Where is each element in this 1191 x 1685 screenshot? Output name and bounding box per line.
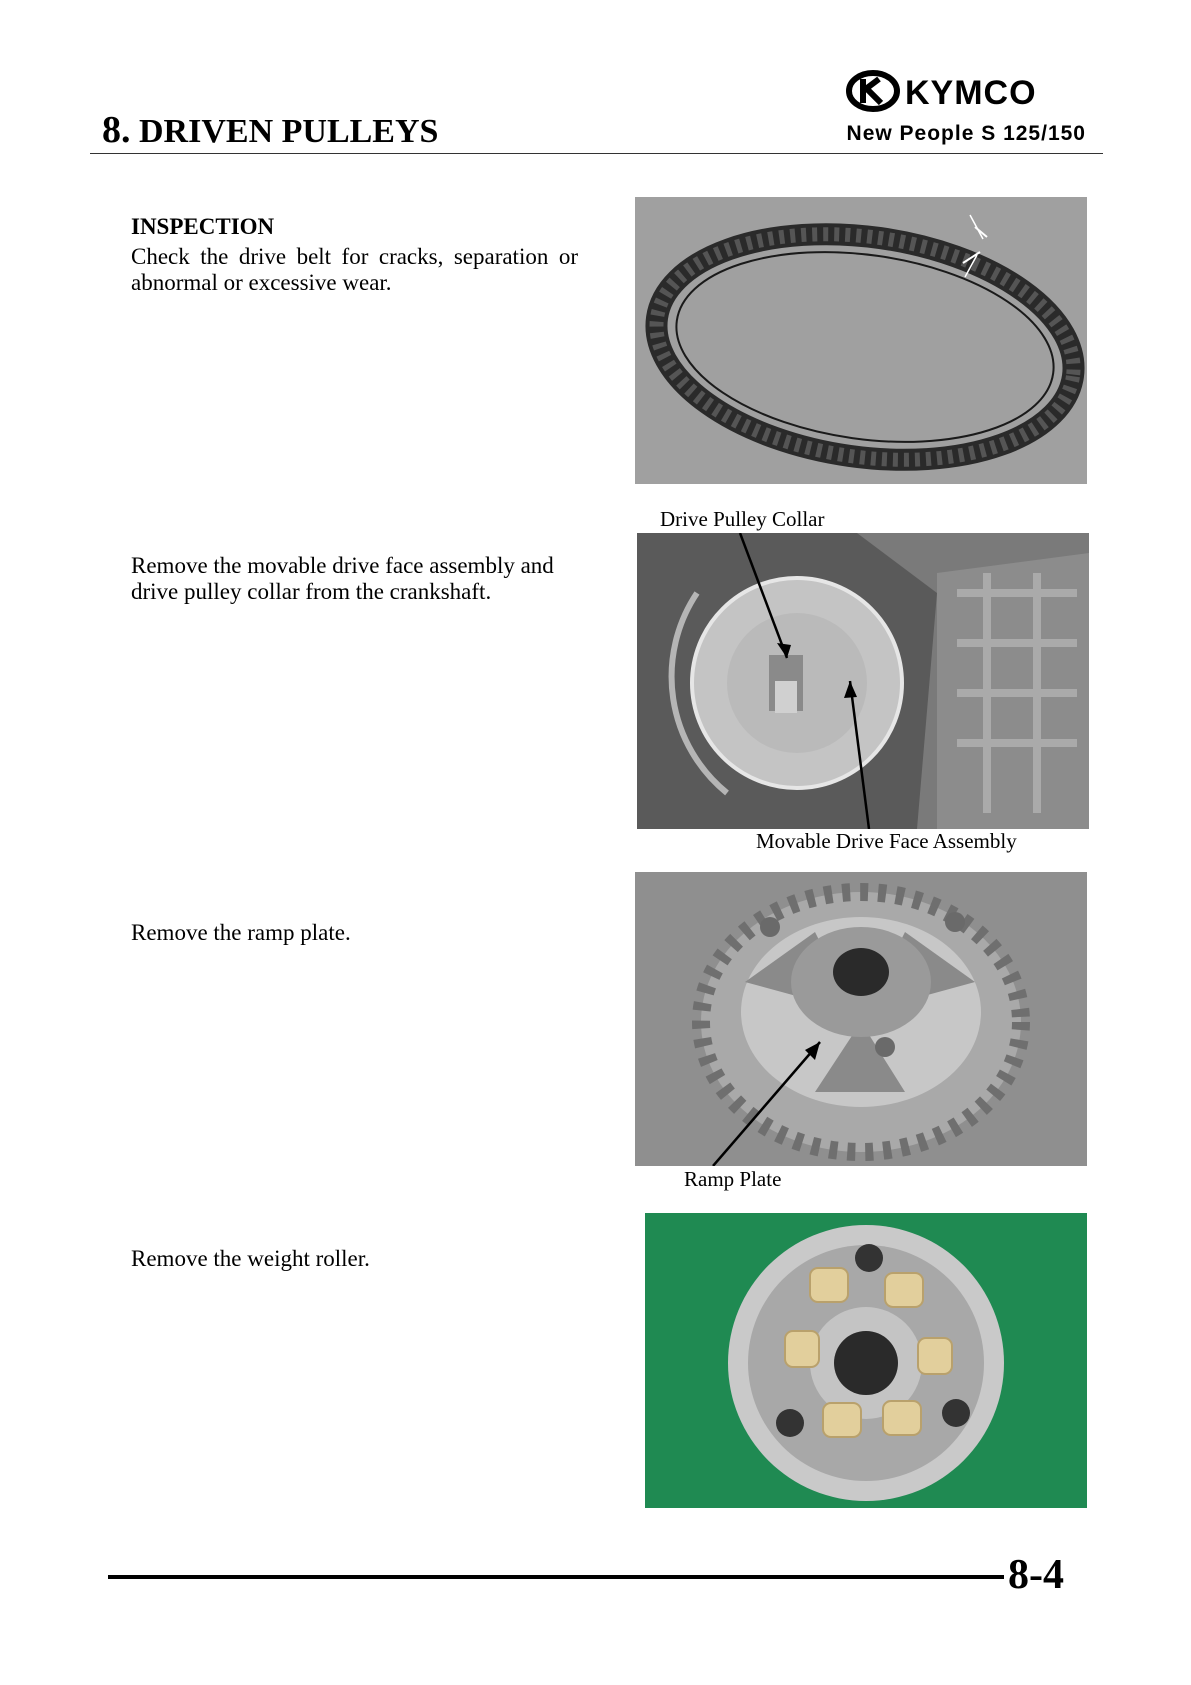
drive-belt-photo: [635, 197, 1087, 484]
kymco-logo: [845, 68, 1093, 114]
caption-movable-drive-face: Movable Drive Face Assembly: [756, 829, 1017, 853]
caption-ramp-plate: Ramp Plate: [684, 1167, 782, 1191]
inspection-heading: INSPECTION: [131, 214, 275, 239]
brand-wordmark: KYMCO: [905, 74, 1037, 112]
chapter-title: [102, 108, 438, 154]
step-remove-drive-face: Remove the movable drive face assembly and drive pulley collar from the crankshaft.: [131, 553, 554, 604]
chapter-title-text: DRIVEN PULLEYS: [139, 113, 439, 150]
model-name: New People S 125/150: [846, 122, 1086, 145]
step-remove-weight-roller: Remove the weight roller.: [131, 1246, 370, 1271]
inspection-text: Check the drive belt for cracks, separation or abnormal or excessive wear.: [131, 244, 578, 295]
step-remove-ramp-plate: Remove the ramp plate.: [131, 920, 351, 945]
ramp-plate-photo: [635, 872, 1087, 1166]
header-divider: [90, 153, 1103, 154]
weight-roller-photo: [645, 1213, 1087, 1508]
page-number: 8-4: [1008, 1552, 1064, 1598]
caption-drive-pulley-collar: Drive Pulley Collar: [660, 507, 825, 531]
footer-divider: [108, 1575, 1004, 1579]
chapter-number: 8.: [102, 109, 131, 151]
drive-face-photo: [637, 533, 1089, 829]
